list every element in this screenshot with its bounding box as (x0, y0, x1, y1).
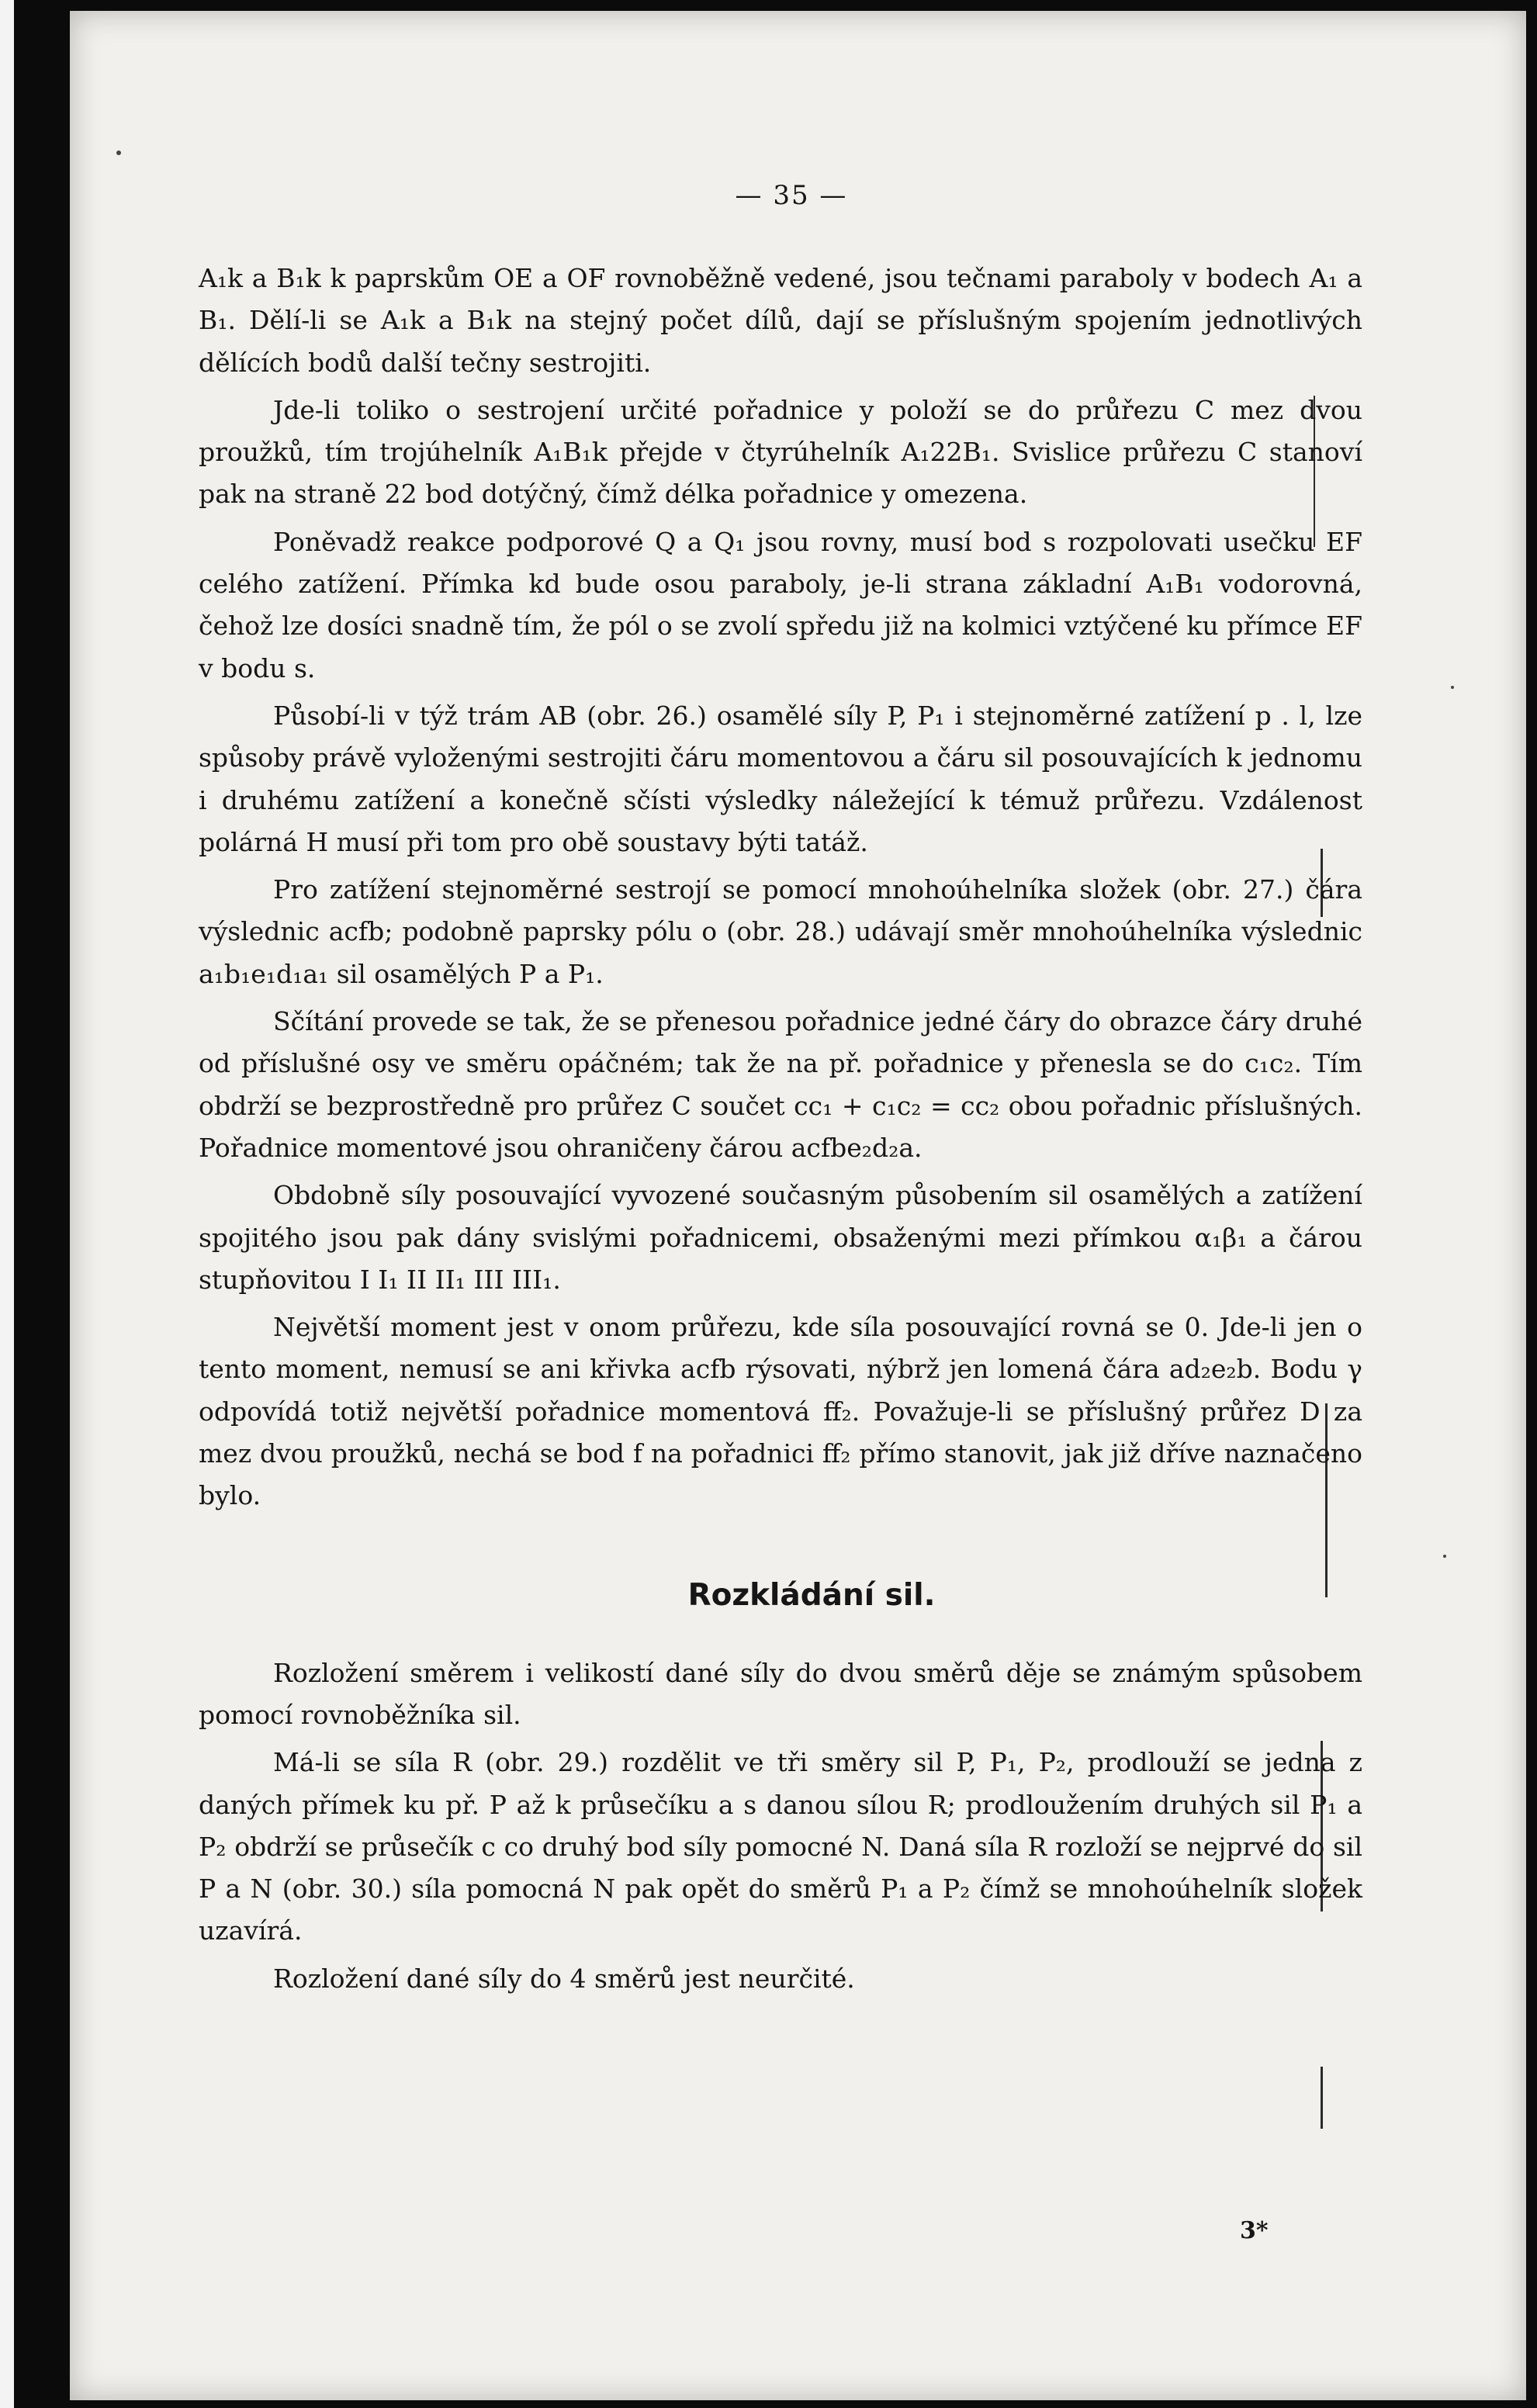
paragraph-4: Působí-li v týž trám AB (obr. 26.) osamělé síly P, P₁ i stejnoměrné zatížení p . l, lze spůsoby právě vyloženými sestrojiti čáru momentovou a čáru sil posouvajících k jednomu i druhému zatížení a konečně sčísti výsledky náležející k témuž průřezu. Vzdálenost polárná H musí při tom pro obě soustavy býti tatáž. (199, 700, 1362, 857)
scan-speck (116, 150, 121, 155)
section-paragraph-3: Rozložení dané síly do 4 směrů jest neurčité. (273, 1963, 855, 1994)
scan-left-edge (0, 0, 14, 2408)
paragraph-3: Poněvadž reakce podporové Q a Q₁ jsou rovny, musí bod s rozpolovati usečku EF celého zatížení. Přímka kd bude osou paraboly, je-li strana základní A₁B₁ vodorovná, čehož lze dosíci snadně tím, že pól o se zvolí spředu již na kolmici vztýčené ku přímce EF v bodu s. (199, 526, 1362, 683)
paragraph-7: Obdobně síly posouvající vyvozené současným působením sil osamělých a zatížení spojitého jsou pak dány svislými pořadnicemi, obsaženými mezi přímkou α₁β₁ a čárou stupňovitou I I₁ II II₁ III III₁. (199, 1180, 1362, 1295)
section-heading: Rozkládání sil. (687, 1577, 936, 1613)
section-paragraph-1: Rozložení směrem i velikostí dané síly do dvou směrů děje se známým spůsobem pomocí rovnoběžníka sil. (199, 1657, 1362, 1730)
paragraph-8: Největší moment jest v onom průřezu, kde síla posouvající rovná se 0. Jde-li jen o tento moment, nemusí se ani křivka acfb rýsovati, nýbrž jen lomená čára ad₂e₂b. Bodu γ odpovídá totiž největší pořadnice momentová ff₂. Považuje-li se příslušný průřez D za mez dvou proužků, nechá se bod f na pořadnici ff₂ přímo stanovit, jak již dříve naznačeno bylo. (199, 1312, 1362, 1511)
paragraph-5: Pro zatížení stejnoměrné sestrojí se pomocí mnohoúhelníka složek (obr. 27.) čára výslednic acfb; podobně paprsky pólu o (obr. 28.) udávají směr mnohoúhelníka výslednic a₁b₁e₁d₁a₁ sil osamělých P a P₁. (199, 874, 1362, 989)
paragraph-6: Sčítání provede se tak, že se přenesou pořadnice jedné čáry do obrazce čáry druhé od příslušné osy ve směru opáčném; tak že na př. pořadnice y přenesla se do c₁c₂. Tím obdrží se bezprostředně pro průřez C součet cc₁ + c₁c₂ = cc₂ obou pořadnic příslušných. Pořadnice momentové jsou ohraničeny čárou acfbe₂d₂a. (199, 1006, 1362, 1163)
scan-speck (1443, 1555, 1446, 1558)
page-number: — 35 — (735, 180, 848, 211)
paragraph-2: Jde-li toliko o sestrojení určité pořadnice y položí se do průřezu C mez dvou proužků, tím trojúhelník A₁B₁k přejde v čtyrúhelník A₁22B₁. Svislice průřezu C stanoví pak na straně 22 bod dotýčný, čímž délka pořadnice y omezena. (199, 394, 1362, 510)
section-paragraph-2: Má-li se síla R (obr. 29.) rozdělit ve tři směry sil P, P₁, P₂, prodlouží se jedna z daných přímek ku př. P až k průsečíku a s danou sílou R; prodloužením druhých sil P₁ a P₂ obdrží se průsečík c co druhý bod síly pomocné N. Daná síla R rozloží se nejprvé do sil P a N (obr. 30.) síla pomocná N pak opět do směrů P₁ a P₂ čímž se mnohoúhelník složek uzavírá. (199, 1747, 1362, 1946)
body-text (199, 258, 1362, 2000)
book-page (70, 11, 1526, 2400)
signature-mark: 3* (1240, 2217, 1269, 2244)
paragraph-1: A₁k a B₁k k paprskům OE a OF rovnoběžně vedené, jsou tečnami paraboly v bodech A₁ a B₁. Dělí-li se A₁k a B₁k na stejný počet dílů, dají se příslušným spojením jednotlivých dělících bodů další tečny sestrojiti. (199, 263, 1362, 378)
scan-speck (1451, 686, 1454, 689)
margin-line (1321, 2067, 1323, 2129)
